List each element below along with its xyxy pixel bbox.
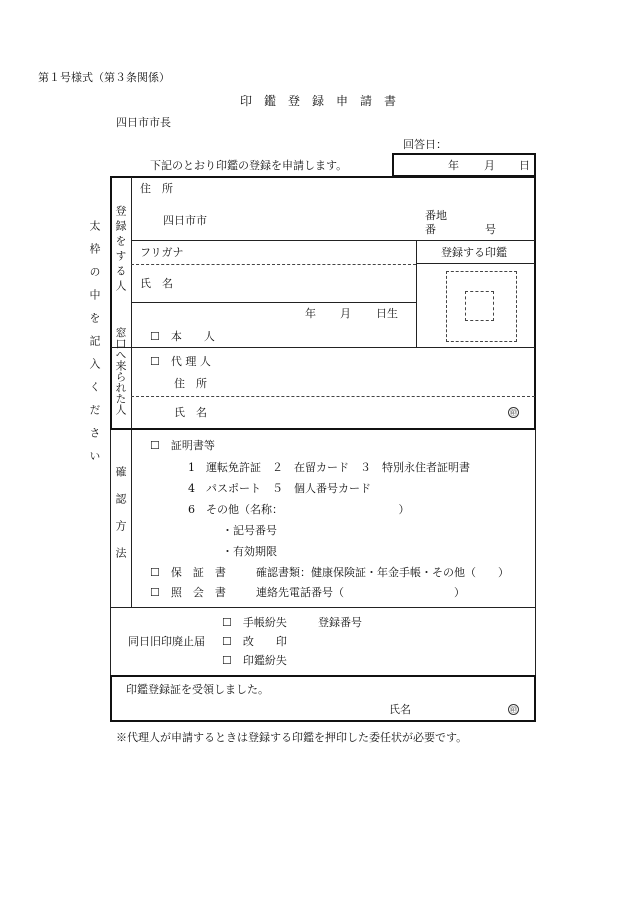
old-seal-option-change[interactable]: ☐ 改 印 bbox=[222, 635, 287, 648]
address-city: 四日市市 bbox=[163, 214, 207, 227]
visitor-address-label: 住 所 bbox=[174, 377, 207, 390]
address-label: 住 所 bbox=[140, 182, 173, 195]
request-text: 下記のとおり印鑑の登録を申請します。 bbox=[150, 159, 348, 172]
name-label: 氏 名 bbox=[140, 277, 173, 290]
date-month: 月 bbox=[484, 159, 495, 172]
birth-month: 月 bbox=[340, 307, 351, 320]
guarantee-option[interactable]: ☐ 保 証 書 bbox=[150, 566, 226, 579]
inquiry-option[interactable]: ☐ 照 会 書 bbox=[150, 586, 226, 599]
old-seal-label: 同日旧印廃止届 bbox=[128, 635, 205, 648]
side-note: 太枠の中を記入ください bbox=[88, 220, 101, 473]
birth-day: 日生 bbox=[376, 307, 398, 320]
registrant-bottom-divider bbox=[111, 347, 535, 348]
cert-item-3: 6 その他（名称： ） bbox=[188, 503, 410, 516]
reply-date-label: 回答日： bbox=[403, 138, 447, 151]
address-go: 号 bbox=[485, 223, 496, 236]
recipient: 四日市市長 bbox=[116, 116, 171, 129]
address-divider bbox=[131, 240, 535, 241]
old-seal-option-lost-seal[interactable]: ☐ 印鑑紛失 bbox=[222, 654, 287, 667]
birth-year: 年 bbox=[305, 307, 316, 320]
date-day: 日 bbox=[519, 159, 530, 172]
receipt-seal-mark: ㊞ bbox=[510, 706, 517, 714]
inquiry-detail: 連絡先電話番号（ ） bbox=[256, 586, 465, 599]
lower-right-border bbox=[535, 430, 536, 676]
seal-label-divider bbox=[416, 263, 535, 264]
date-year: 年 bbox=[448, 159, 459, 172]
visitor-section-label: 窓口へ来られた人 bbox=[114, 327, 127, 415]
verification-bottom-divider bbox=[110, 607, 536, 608]
verification-label-divider bbox=[131, 430, 132, 607]
lower-left-border bbox=[110, 430, 111, 676]
name-divider bbox=[131, 302, 416, 303]
visitor-name-label: 氏 名 bbox=[174, 406, 207, 419]
seal-col-divider bbox=[416, 240, 417, 348]
registrant-section-label: 登録をする人 bbox=[114, 205, 127, 295]
cert-sub-expiry: ・有効期限 bbox=[222, 545, 277, 558]
visitor-agent-option[interactable]: ☐ 代 理 人 bbox=[150, 355, 211, 368]
old-seal-registration-number: 登録番号 bbox=[318, 616, 362, 629]
visitor-divider bbox=[131, 396, 535, 397]
label-col-divider bbox=[131, 177, 132, 429]
furigana-divider bbox=[131, 264, 416, 265]
seal-stamp-inner bbox=[465, 291, 494, 321]
visitor-seal-mark: ㊞ bbox=[510, 409, 517, 417]
address-ban: 番 bbox=[425, 223, 436, 236]
seal-area-label: 登録する印鑑 bbox=[441, 246, 507, 259]
guarantee-detail: 確認書類：健康保険証・年金手帳・その他（ ） bbox=[256, 566, 509, 579]
verification-section-label: 確認方法 bbox=[114, 466, 127, 574]
date-box bbox=[392, 153, 536, 177]
cert-item-2: 4 パスポート ５ 個人番号カード bbox=[188, 482, 371, 495]
old-seal-option-lost-book[interactable]: ☐ 手帳紛失 bbox=[222, 616, 287, 629]
cert-item-1: 1 運転免許証 ２ 在留カード ３ 特別永住者証明書 bbox=[188, 461, 470, 474]
receipt-text: 印鑑登録証を受領しました。 bbox=[126, 683, 269, 696]
form-number: 第１号様式（第３条関係） bbox=[38, 71, 170, 84]
address-banchi: 番地 bbox=[425, 209, 447, 222]
page-title: 印 鑑 登 録 申 請 書 bbox=[240, 94, 397, 108]
footnote: ※代理人が申請するときは登録する印鑑を押印した委任状が必要です。 bbox=[116, 731, 468, 744]
furigana-label: フリガナ bbox=[140, 246, 184, 259]
cert-option[interactable]: ☐ 証明書等 bbox=[150, 439, 215, 452]
visitor-self-option[interactable]: ☐ 本 人 bbox=[150, 330, 215, 343]
cert-sub-number: ・記号番号 bbox=[222, 524, 277, 537]
receipt-name-label: 氏名 bbox=[389, 703, 411, 716]
